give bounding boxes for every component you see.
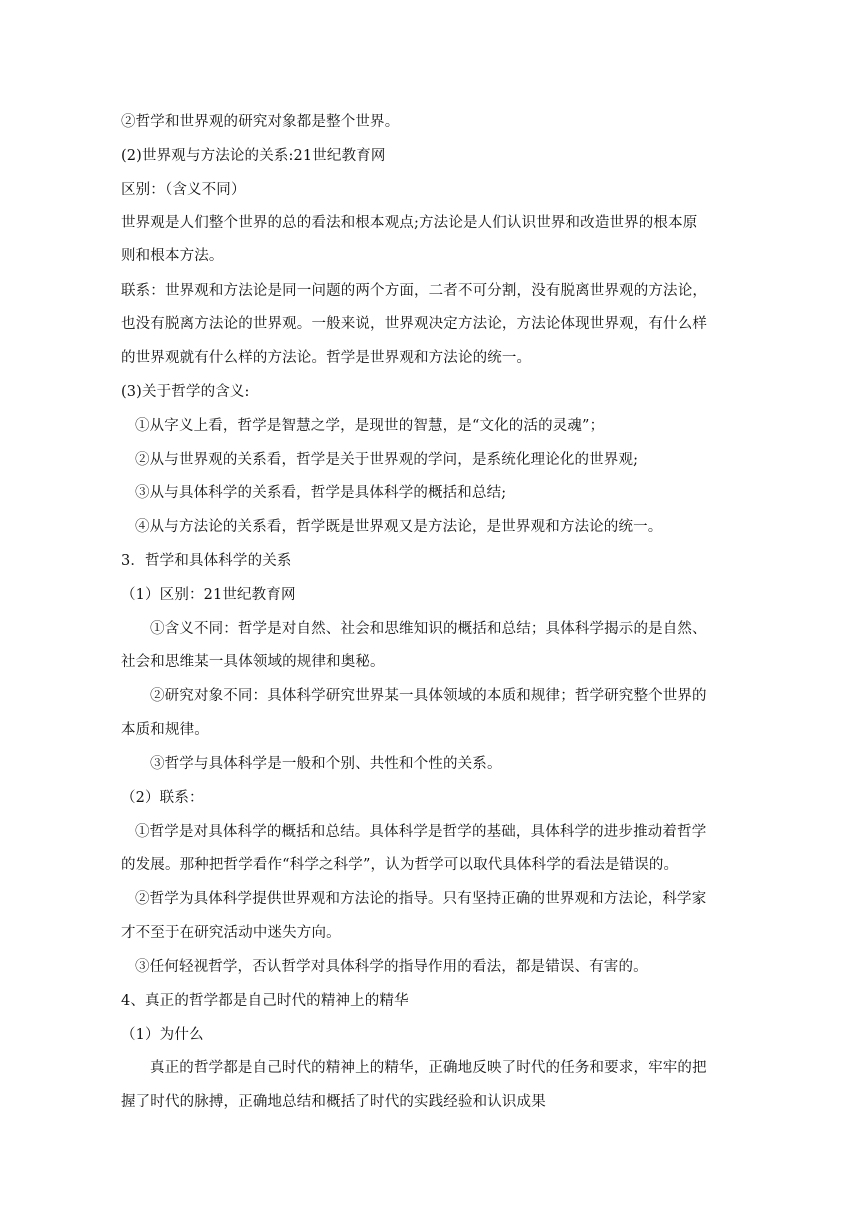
text-line: ①含义不同：哲学是对自然、社会和思维知识的概括和总结；具体科学揭示的是自然、 <box>150 621 707 637</box>
text-line: ④从与方法论的关系看，哲学既是世界观又是方法论，是世界观和方法论的统一。 <box>135 519 663 535</box>
section-heading: 4、真正的哲学都是自己时代的精神上的精华 <box>121 993 409 1009</box>
text-line: 的世界观就有什么样的方法论。哲学是世界观和方法论的统一。 <box>121 350 532 366</box>
text-line: ②从与世界观的关系看，哲学是关于世界观的学问，是系统化理论化的世界观; <box>135 452 639 468</box>
text-line: 本质和规律。 <box>121 722 209 738</box>
text-line: （1）为什么 <box>121 1027 204 1043</box>
text-line: ③从与具体科学的关系看，哲学是具体科学的概括和总结; <box>135 485 507 501</box>
text-line: 则和根本方法。 <box>121 248 224 264</box>
text-line: ①哲学是对具体科学的概括和总结。具体科学是哲学的基础，具体科学的进步推动着哲学 <box>135 824 707 840</box>
text-line: 联系：世界观和方法论是同一问题的两个方面，二者不可分割，没有脱离世界观的方法论， <box>121 283 707 299</box>
text-line: ②哲学为具体科学提供世界观和方法论的指导。只有坚持正确的世界观和方法论，科学家 <box>135 891 707 907</box>
text-line: 世界观是人们整个世界的总的看法和根本观点;方法论是人们认识世界和改造世界的根本原 <box>121 215 698 231</box>
text-line: 才不至于在研究活动中迷失方向。 <box>121 925 341 941</box>
text-line: ③哲学与具体科学是一般和个别、共性和个性的关系。 <box>150 756 502 772</box>
text-line: （2）联系： <box>121 790 204 806</box>
text-line: （1）区别：21世纪教育网 <box>121 587 296 603</box>
text-line: ②哲学和世界观的研究对象都是整个世界。 <box>121 114 400 130</box>
text-line: 区别：（含义不同） <box>121 182 246 198</box>
text-line: ③任何轻视哲学，否认哲学对具体科学的指导作用的看法，都是错误、有害的。 <box>135 959 648 975</box>
text-line: ②研究对象不同：具体科学研究世界某一具体领域的本质和规律；哲学研究整个世界的 <box>150 688 707 704</box>
text-line: ①从字义上看，哲学是智慧之学，是现世的智慧，是“文化的活的灵魂”； <box>135 418 605 434</box>
text-line: 真正的哲学都是自己时代的精神上的精华，正确地反映了时代的任务和要求，牢牢的把 <box>150 1060 707 1076</box>
text-line: 也没有脱离方法论的世界观。一般来说，世界观决定方法论，方法论体现世界观，有什么样 <box>121 316 707 332</box>
text-line: (2)世界观与方法论的关系:21世纪教育网 <box>121 148 386 164</box>
section-heading: 3．哲学和具体科学的关系 <box>121 553 292 569</box>
text-line: 的发展。那种把哲学看作“科学之科学”，认为哲学可以取代具体科学的看法是错误的。 <box>121 857 679 873</box>
text-line: (3)关于哲学的含义: <box>121 384 250 400</box>
text-line: 握了时代的脉搏，正确地总结和概括了时代的实践经验和认识成果 <box>121 1094 546 1110</box>
text-line: 社会和思维某一具体领域的规律和奥秘。 <box>121 654 385 670</box>
